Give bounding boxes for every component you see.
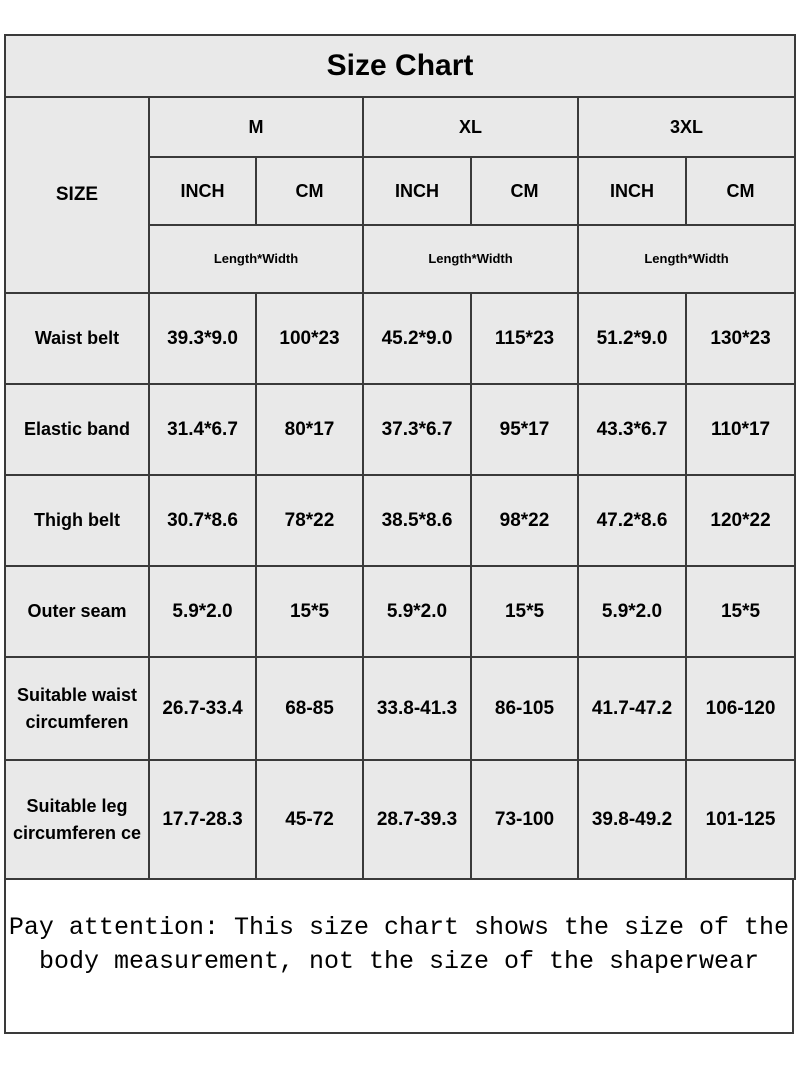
cell-value: 120*22 [686,475,795,566]
cell-value: 39.8-49.2 [578,760,686,879]
cell-value: 41.7-47.2 [578,657,686,760]
cell-value: 39.3*9.0 [149,293,256,384]
unit-inch: INCH [363,157,471,225]
cell-value: 26.7-33.4 [149,657,256,760]
cell-value: 33.8-41.3 [363,657,471,760]
cell-value: 78*22 [256,475,363,566]
size-header: SIZE [5,97,149,293]
cell-value: 130*23 [686,293,795,384]
size-group-m: M [149,97,363,157]
table-row [5,293,795,384]
row-label: Waist belt [5,293,149,384]
cell-value: 115*23 [471,293,578,384]
dims-label: Length*Width [363,225,578,293]
cell-value: 86-105 [471,657,578,760]
cell-value: 80*17 [256,384,363,475]
table-row [5,384,795,475]
unit-inch: INCH [149,157,256,225]
table-row [5,566,795,657]
row-label: Suitable leg circumferen ce [5,760,149,879]
cell-value: 5.9*2.0 [149,566,256,657]
unit-cm: CM [686,157,795,225]
unit-cm: CM [471,157,578,225]
cell-value: 5.9*2.0 [363,566,471,657]
cell-value: 17.7-28.3 [149,760,256,879]
row-label: Suitable waist circumferen [5,657,149,760]
cell-value: 15*5 [256,566,363,657]
cell-value: 51.2*9.0 [578,293,686,384]
cell-value: 5.9*2.0 [578,566,686,657]
table-row [5,657,795,760]
cell-value: 45.2*9.0 [363,293,471,384]
unit-inch: INCH [578,157,686,225]
row-label: Thigh belt [5,475,149,566]
cell-value: 31.4*6.7 [149,384,256,475]
cell-value: 73-100 [471,760,578,879]
cell-value: 47.2*8.6 [578,475,686,566]
dims-label: Length*Width [578,225,795,293]
row-label: Elastic band [5,384,149,475]
table-row [5,760,795,879]
chart-title: Size Chart [5,35,795,97]
cell-value: 15*5 [686,566,795,657]
cell-value: 38.5*8.6 [363,475,471,566]
cell-value: 106-120 [686,657,795,760]
size-group-xl: XL [363,97,578,157]
row-label: Outer seam [5,566,149,657]
cell-value: 15*5 [471,566,578,657]
cell-value: 95*17 [471,384,578,475]
dims-label: Length*Width [149,225,363,293]
cell-value: 45-72 [256,760,363,879]
cell-value: 98*22 [471,475,578,566]
unit-cm: CM [256,157,363,225]
cell-value: 110*17 [686,384,795,475]
size-group-3xl: 3XL [578,97,795,157]
size-chart-table [4,34,796,880]
cell-value: 43.3*6.7 [578,384,686,475]
cell-value: 30.7*8.6 [149,475,256,566]
cell-value: 68-85 [256,657,363,760]
cell-value: 100*23 [256,293,363,384]
cell-value: 37.3*6.7 [363,384,471,475]
cell-value: 28.7-39.3 [363,760,471,879]
attention-note: Pay attention: This size chart shows the size of the body measurement, not the size of the shaperwear [6,880,792,1032]
table-row [5,475,795,566]
cell-value: 101-125 [686,760,795,879]
